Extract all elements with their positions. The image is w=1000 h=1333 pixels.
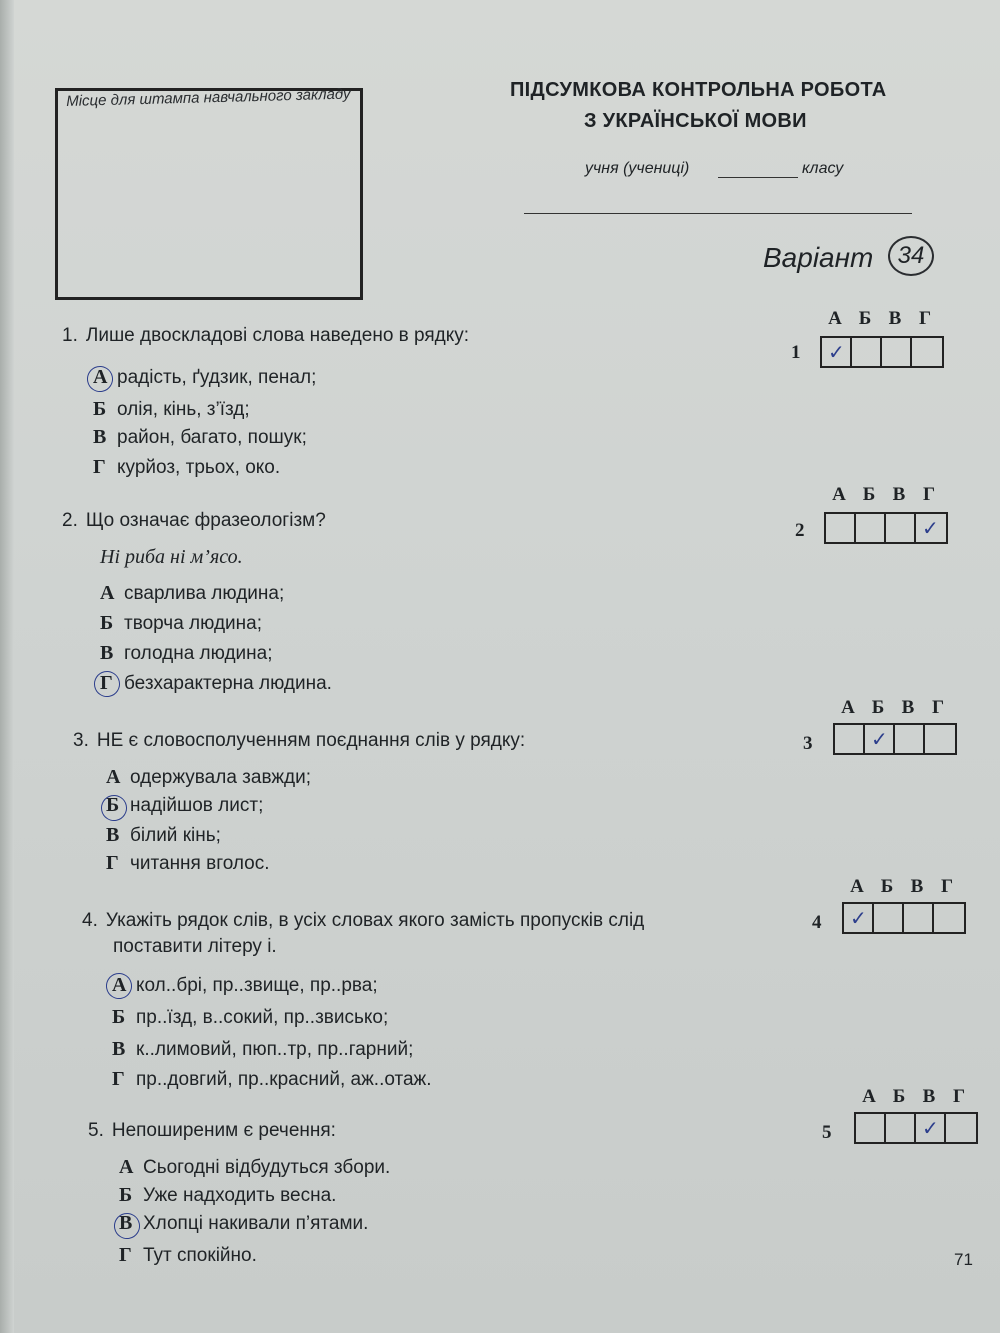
option-letter: В (93, 426, 107, 448)
option-letter: В (100, 642, 114, 664)
option-2d[interactable] (100, 672, 332, 695)
option-text: пр..довгий, пр..красний, аж..отаж. (136, 1069, 432, 1090)
grid-header (842, 876, 962, 898)
option-text: одержувала завжди; (130, 767, 312, 788)
grid-header-letter: Б (892, 1086, 906, 1107)
option-2c[interactable] (100, 642, 273, 665)
option-letter: Б (119, 1184, 133, 1206)
idiom-phrase: Ні риба ні м’ясо. (100, 546, 243, 568)
option-letter: В (112, 1038, 126, 1060)
option-text: радість, ґудзик, пенал; (117, 367, 317, 388)
question-number: 5. (88, 1120, 104, 1141)
option-text: Тут спокійно. (143, 1245, 257, 1266)
option-text: читання вголос. (130, 853, 270, 874)
answer-grid-4 (812, 876, 972, 956)
option-4b[interactable] (112, 1006, 388, 1029)
grid-cells (824, 512, 948, 544)
grid-header-letter: Б (862, 484, 876, 505)
grid-header (820, 308, 940, 330)
grid-cells (842, 902, 966, 934)
option-letter: А (112, 974, 127, 996)
grid-header-letter: Г (931, 697, 945, 718)
option-5d[interactable] (119, 1244, 257, 1267)
option-letter: Г (106, 852, 119, 874)
option-text: творча людина; (124, 613, 263, 634)
check-mark-icon: ✓ (922, 1116, 939, 1140)
grid-header-letter: Б (871, 697, 885, 718)
page-binding-edge (0, 0, 14, 1333)
grid-cell-b[interactable] (865, 725, 895, 753)
question-2 (62, 510, 326, 532)
grid-header-letter: В (892, 484, 906, 505)
option-3a[interactable] (106, 766, 311, 789)
option-text: олія, кінь, з’їзд; (117, 399, 250, 420)
student-label: учня (учениці) (585, 160, 690, 177)
question-1 (62, 325, 469, 347)
option-text: Сьогодні відбудуться збори. (143, 1157, 391, 1178)
option-letter: Б (112, 1006, 126, 1028)
question-number: 4. (82, 910, 98, 931)
grid-header-letter: А (862, 1086, 876, 1107)
check-mark-icon: ✓ (922, 516, 939, 540)
option-letter: В (119, 1212, 133, 1234)
option-text: голодна людина; (124, 643, 273, 664)
option-text: район, багато, пошук; (117, 427, 307, 448)
grid-header-letter: Г (952, 1086, 966, 1107)
option-letter: Б (100, 612, 114, 634)
grid-number: 1 (791, 342, 801, 363)
grid-cell-c[interactable] (916, 1114, 946, 1142)
answer-grid-3 (803, 697, 963, 777)
variant-label: Варіант (763, 242, 874, 273)
grid-header-letter: Г (922, 484, 936, 505)
grid-header-letter: В (901, 697, 915, 718)
question-4-line2: поставити літеру і. (113, 936, 277, 957)
grid-cell-a[interactable] (844, 904, 874, 932)
option-4d[interactable] (112, 1068, 432, 1091)
question-text: НЕ є словосполученням поєднання слів у рядку: (96, 730, 526, 751)
grid-header-letter: Б (880, 876, 894, 897)
page-title-line1: ПІДСУМКОВА КОНТРОЛЬНА РОБОТА (510, 79, 887, 101)
option-4a[interactable] (112, 974, 378, 997)
stamp-box (55, 85, 363, 300)
grid-cell-b[interactable] (852, 338, 882, 366)
grid-cell-c[interactable] (895, 725, 925, 753)
option-2a[interactable] (100, 582, 284, 605)
option-5b[interactable] (119, 1184, 336, 1207)
grid-cell-d[interactable] (912, 338, 942, 366)
option-text: Уже надходить весна. (143, 1185, 337, 1206)
class-label: класу (802, 160, 844, 177)
question-text: Лише двоскладові слова наведено в рядку: (85, 325, 470, 346)
option-text: безхарактерна людина. (124, 673, 332, 694)
grid-header-letter: В (922, 1086, 936, 1107)
grid-cell-a[interactable] (835, 725, 865, 753)
grid-header (833, 697, 953, 719)
option-letter: А (93, 366, 108, 388)
option-text: пр..їзд, в..сокий, пр..звисько; (136, 1007, 389, 1028)
option-letter: А (100, 582, 115, 604)
option-letter: Б (106, 794, 120, 816)
grid-header-letter: Г (940, 876, 954, 897)
grid-number: 3 (803, 733, 813, 754)
question-3 (73, 730, 525, 752)
option-1d[interactable] (93, 456, 280, 479)
grid-header-letter: Г (918, 308, 932, 329)
grid-cell-a[interactable] (826, 514, 856, 542)
name-blank-line (524, 213, 912, 214)
option-letter: Г (112, 1068, 125, 1090)
question-number: 2. (62, 510, 78, 531)
grid-cell-d[interactable] (946, 1114, 976, 1142)
option-letter: А (119, 1156, 134, 1178)
answer-grid-1 (791, 308, 951, 388)
option-1b[interactable] (93, 398, 250, 421)
grid-cell-d[interactable] (916, 514, 946, 542)
option-text: курйоз, трьох, око. (117, 457, 281, 478)
question-text: Що означає фразеологізм? (85, 510, 326, 531)
page-title-line2: З УКРАЇНСЬКОЇ МОВИ (584, 110, 807, 132)
question-4 (82, 910, 644, 932)
grid-cell-c[interactable] (886, 514, 916, 542)
option-text: сварлива людина; (124, 583, 285, 604)
variant-number: 34 (888, 236, 934, 276)
grid-header-letter: В (910, 876, 924, 897)
option-text: кол..брі, пр..звище, пр..рва; (136, 975, 378, 996)
stamp-label: Місце для штампа навчального закладу (66, 85, 351, 110)
option-text: к..лимовий, пюп..тр, пр..гарний; (136, 1039, 414, 1060)
grid-cell-d[interactable] (925, 725, 955, 753)
option-1a[interactable] (93, 366, 316, 389)
grid-cell-b[interactable] (886, 1114, 916, 1142)
option-letter: Г (119, 1244, 132, 1266)
option-text: Хлопці накивали п’ятами. (143, 1213, 369, 1234)
option-letter: А (106, 766, 121, 788)
grid-cell-c[interactable] (904, 904, 934, 932)
check-mark-icon: ✓ (871, 727, 888, 751)
option-letter: Г (100, 672, 113, 694)
grid-cells (833, 723, 957, 755)
page-number: 71 (954, 1250, 973, 1269)
question-number: 1. (62, 325, 78, 346)
grid-number: 2 (795, 520, 805, 541)
answer-grid-5 (822, 1086, 982, 1166)
grid-cells (854, 1112, 978, 1144)
grid-cell-a[interactable] (856, 1114, 886, 1142)
check-mark-icon: ✓ (828, 340, 845, 364)
option-5a[interactable] (119, 1156, 390, 1179)
check-mark-icon: ✓ (850, 906, 867, 930)
option-text: білий кінь; (130, 825, 221, 846)
grid-header-letter: Б (858, 308, 872, 329)
option-5c[interactable] (119, 1212, 368, 1235)
question-text: Непоширеним є речення: (111, 1120, 336, 1141)
answer-grid-2 (795, 484, 955, 564)
option-text: надійшов лист; (130, 795, 264, 816)
grid-number: 5 (822, 1122, 832, 1143)
grid-header-letter: А (832, 484, 846, 505)
grid-number: 4 (812, 912, 822, 933)
grid-header-letter: А (850, 876, 864, 897)
option-3b[interactable] (106, 794, 263, 817)
question-text: Укажіть рядок слів, в усіх словах якого замість пропусків слід (105, 910, 645, 931)
grid-header (824, 484, 944, 506)
grid-cell-b[interactable] (874, 904, 904, 932)
class-blank-line (718, 177, 798, 178)
grid-cells (820, 336, 944, 368)
grid-cell-c[interactable] (882, 338, 912, 366)
grid-header-letter: А (841, 697, 855, 718)
grid-cell-a[interactable] (822, 338, 852, 366)
option-1c[interactable] (93, 426, 307, 449)
option-letter: Г (93, 456, 106, 478)
option-letter: Б (93, 398, 107, 420)
question-number: 3. (73, 730, 89, 751)
option-letter: В (106, 824, 120, 846)
question-5 (88, 1120, 336, 1142)
option-4c[interactable] (112, 1038, 413, 1061)
grid-header-letter: А (828, 308, 842, 329)
option-3d[interactable] (106, 852, 270, 875)
grid-header-letter: В (888, 308, 902, 329)
option-3c[interactable] (106, 824, 221, 847)
grid-cell-d[interactable] (934, 904, 964, 932)
grid-header (854, 1086, 974, 1108)
option-2b[interactable] (100, 612, 262, 635)
grid-cell-b[interactable] (856, 514, 886, 542)
